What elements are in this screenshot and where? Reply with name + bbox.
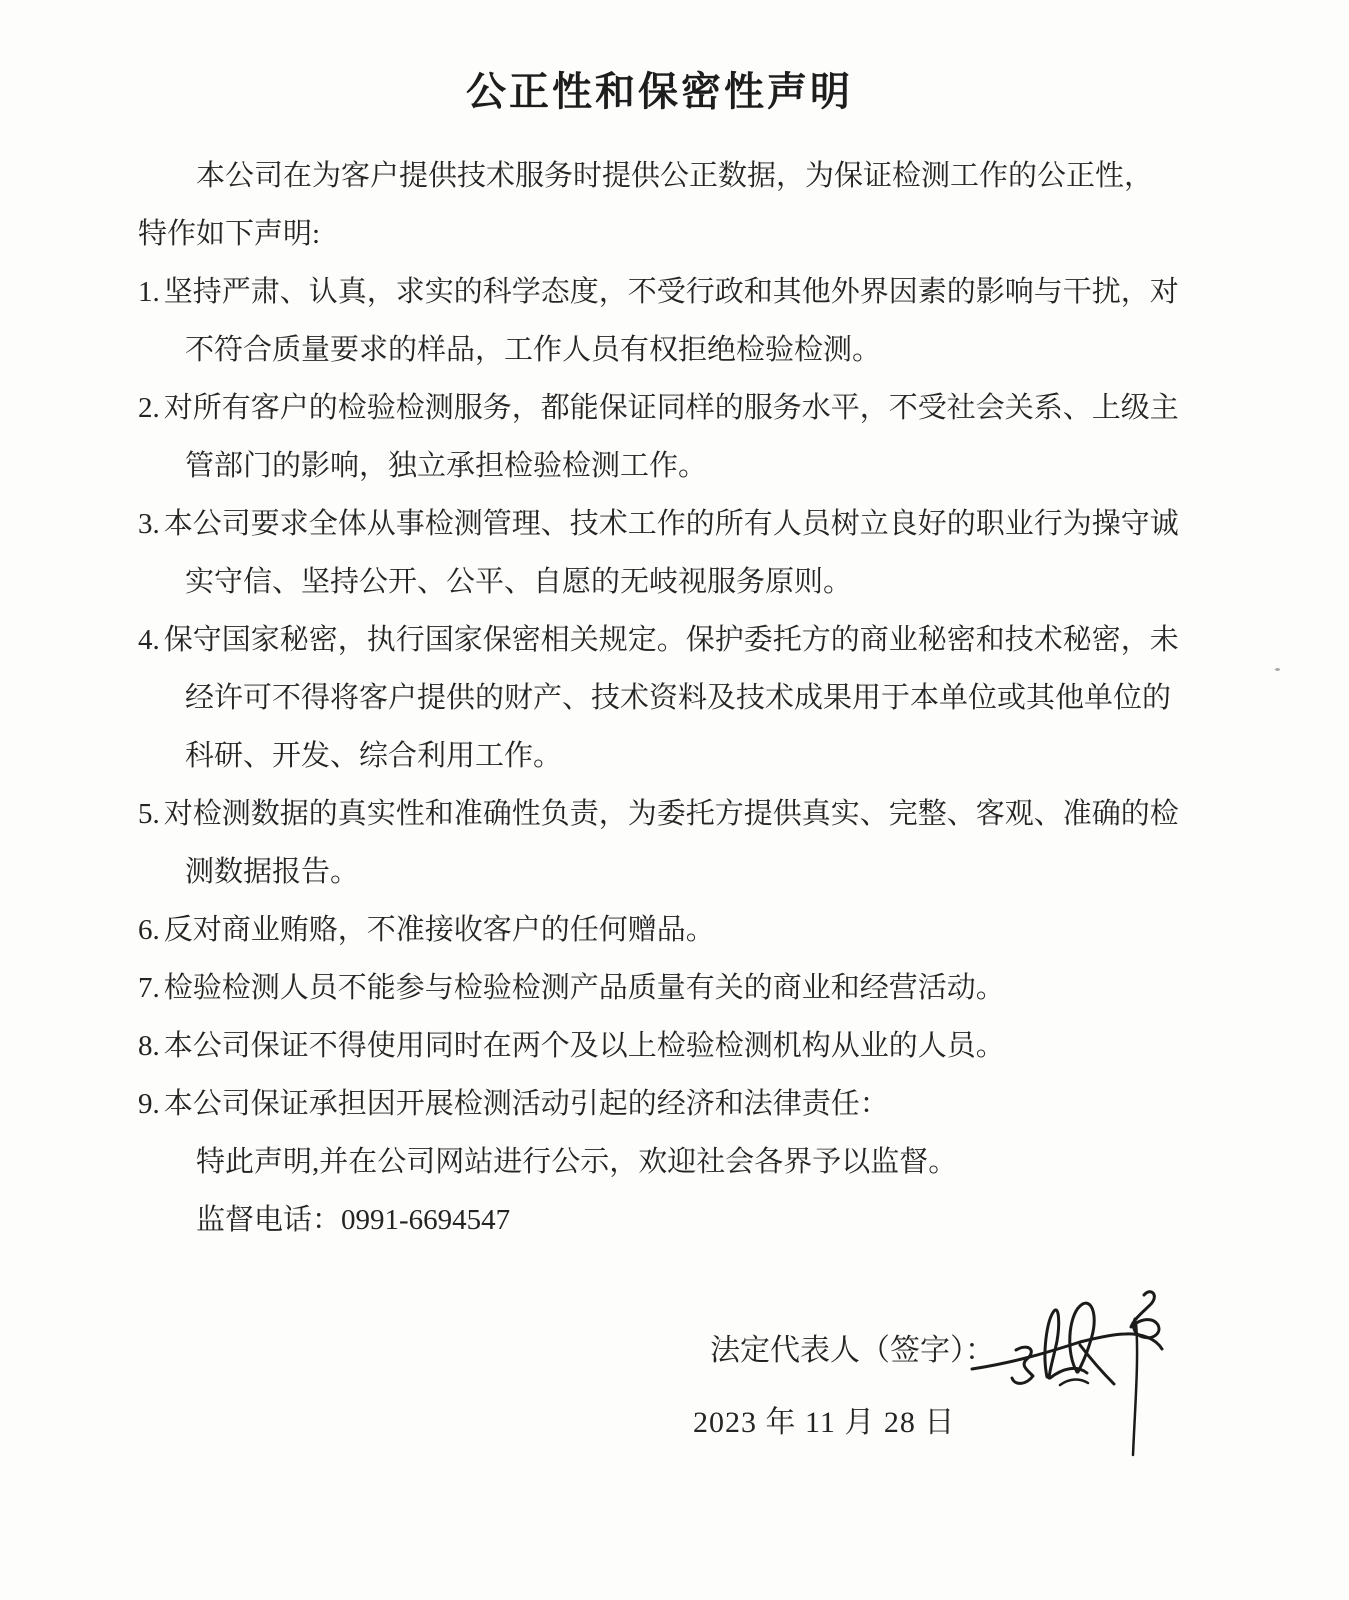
- intro-paragraph: 本公司在为客户提供技术服务时提供公正数据，为保证检测工作的公正性，特作如下声明:: [138, 160, 1154, 250]
- statement-item: [138, 1075, 1181, 1133]
- item-number: 5.: [138, 798, 160, 830]
- item-number: 7.: [138, 972, 160, 1004]
- item-text: 本公司要求全体从事检测管理、技术工作的所有人员树立良好的职业行为操守诚实守信、坚持公开、公平、自愿的无岐视服务原则。: [163, 508, 1179, 598]
- item-text: 本公司保证承担因开展检测活动引起的经济和法律责任：: [163, 1088, 889, 1120]
- item-text: 反对商业贿赂，不准接收客户的任何赠品。: [163, 914, 715, 946]
- item-text: 坚持严肃、认真，求实的科学态度，不受行政和其他外界因素的影响与干扰，对不符合质量要求的样品，工作人员有权拒绝检验检测。: [163, 276, 1179, 366]
- signature-block: [138, 1249, 1181, 1599]
- item-number: 3.: [138, 508, 160, 540]
- item-text: 对检测数据的真实性和准确性负责，为委托方提供真实、完整、客观、准确的检测数据报告。: [163, 798, 1179, 888]
- scan-speck: [1275, 668, 1280, 671]
- statement-item: [138, 611, 1181, 785]
- item-number: 4.: [138, 624, 160, 656]
- statement-text: [138, 147, 1181, 1249]
- signature-date: 2023 年 11 月 28 日: [693, 1406, 956, 1439]
- item-number: 9.: [138, 1088, 160, 1120]
- closing-line: 特此声明,并在公司网站进行公示，欢迎社会各界予以监督。: [196, 1146, 958, 1178]
- statement-list: [138, 263, 1181, 1133]
- statement-item: [138, 901, 1181, 959]
- statement-item: [138, 785, 1181, 901]
- item-number: 1.: [138, 276, 160, 308]
- statement-item: [138, 495, 1181, 611]
- statement-item: [138, 1017, 1181, 1075]
- item-text: 保守国家秘密，执行国家保密相关规定。保护委托方的商业秘密和技术秘密，未经许可不得将客户提供的财产、技术资料及技术成果用于本单位或其他单位的科研、开发、综合利用工作。: [163, 624, 1179, 772]
- item-number: 6.: [138, 914, 160, 946]
- handwritten-signature-icon: [930, 1245, 1210, 1485]
- item-number: 8.: [138, 1030, 160, 1062]
- statement-item: [138, 959, 1181, 1017]
- item-text: 检验检测人员不能参与检验检测产品质量有关的商业和经营活动。: [163, 972, 1005, 1004]
- item-text: 对所有客户的检验检测服务，都能保证同样的服务水平，不受社会关系、上级主管部门的影响，独立承担检验检测工作。: [163, 392, 1179, 482]
- item-text: 本公司保证不得使用同时在两个及以上检验检测机构从业的人员。: [163, 1030, 1005, 1062]
- page-title: 公正性和保密性声明: [466, 69, 853, 114]
- supervision-phone-line: 监督电话：0991-6694547: [196, 1204, 511, 1236]
- item-number: 2.: [138, 392, 160, 424]
- legal-representative-label: 法定代表人（签字）：: [710, 1334, 995, 1367]
- statement-item: [138, 379, 1181, 495]
- statement-item: [138, 263, 1181, 379]
